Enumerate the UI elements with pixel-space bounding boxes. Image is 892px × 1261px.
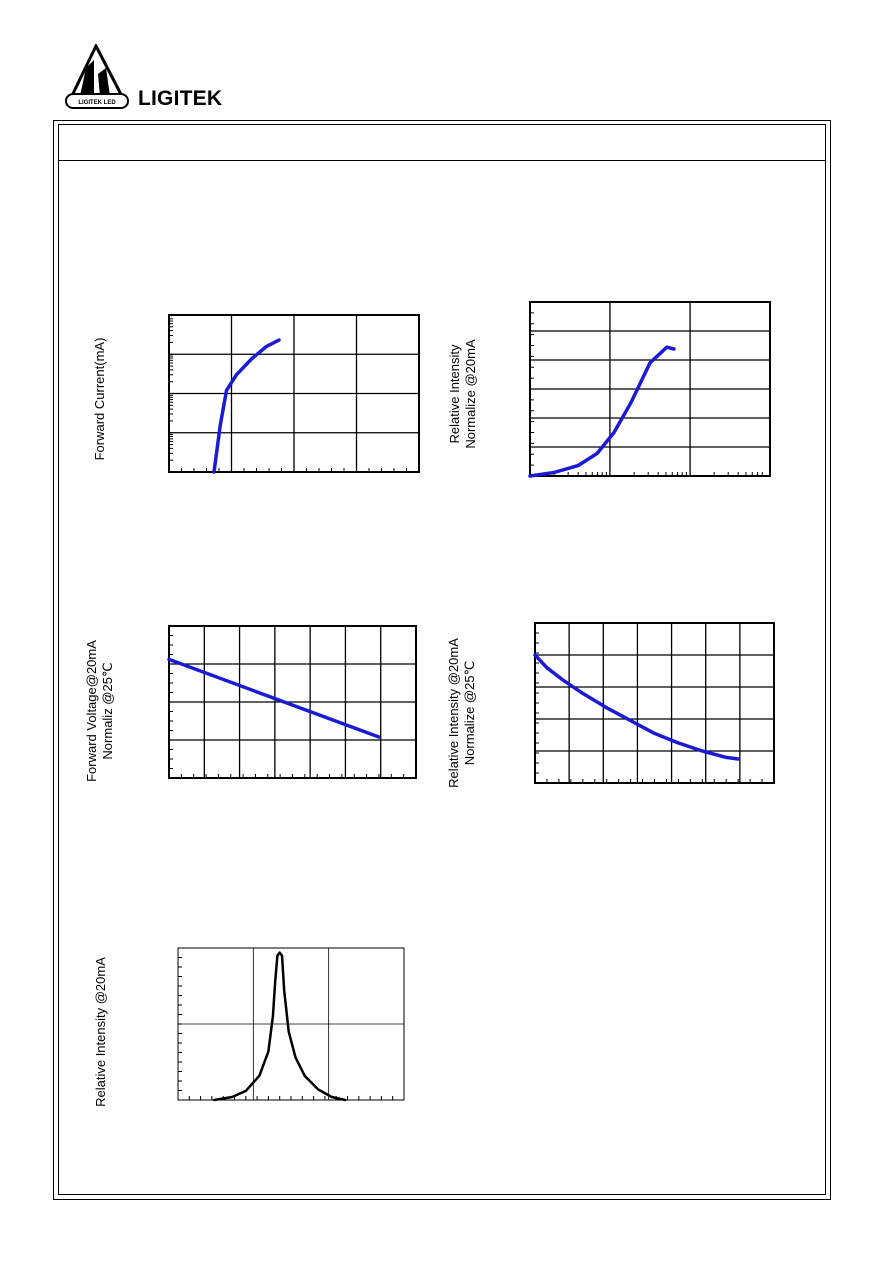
logo-text: LIGITEK LED: [78, 100, 116, 106]
ylabel-intensity-vs-current: Relative Intensity Normalize @20mA: [447, 339, 478, 449]
ylabel-spectrum: Relative Intensity @20mA: [93, 957, 108, 1107]
brand-name: LIGITEK: [138, 87, 223, 110]
ylabel-voltage-vs-temperature: Forward Voltage@20mA Normaliz @25℃: [84, 640, 115, 782]
ylabel-intensity-vs-temperature: Relative Intensity @20mA Normalize @25℃: [446, 638, 477, 788]
ylabel-forward-current: Forward Current(mA): [92, 337, 107, 461]
